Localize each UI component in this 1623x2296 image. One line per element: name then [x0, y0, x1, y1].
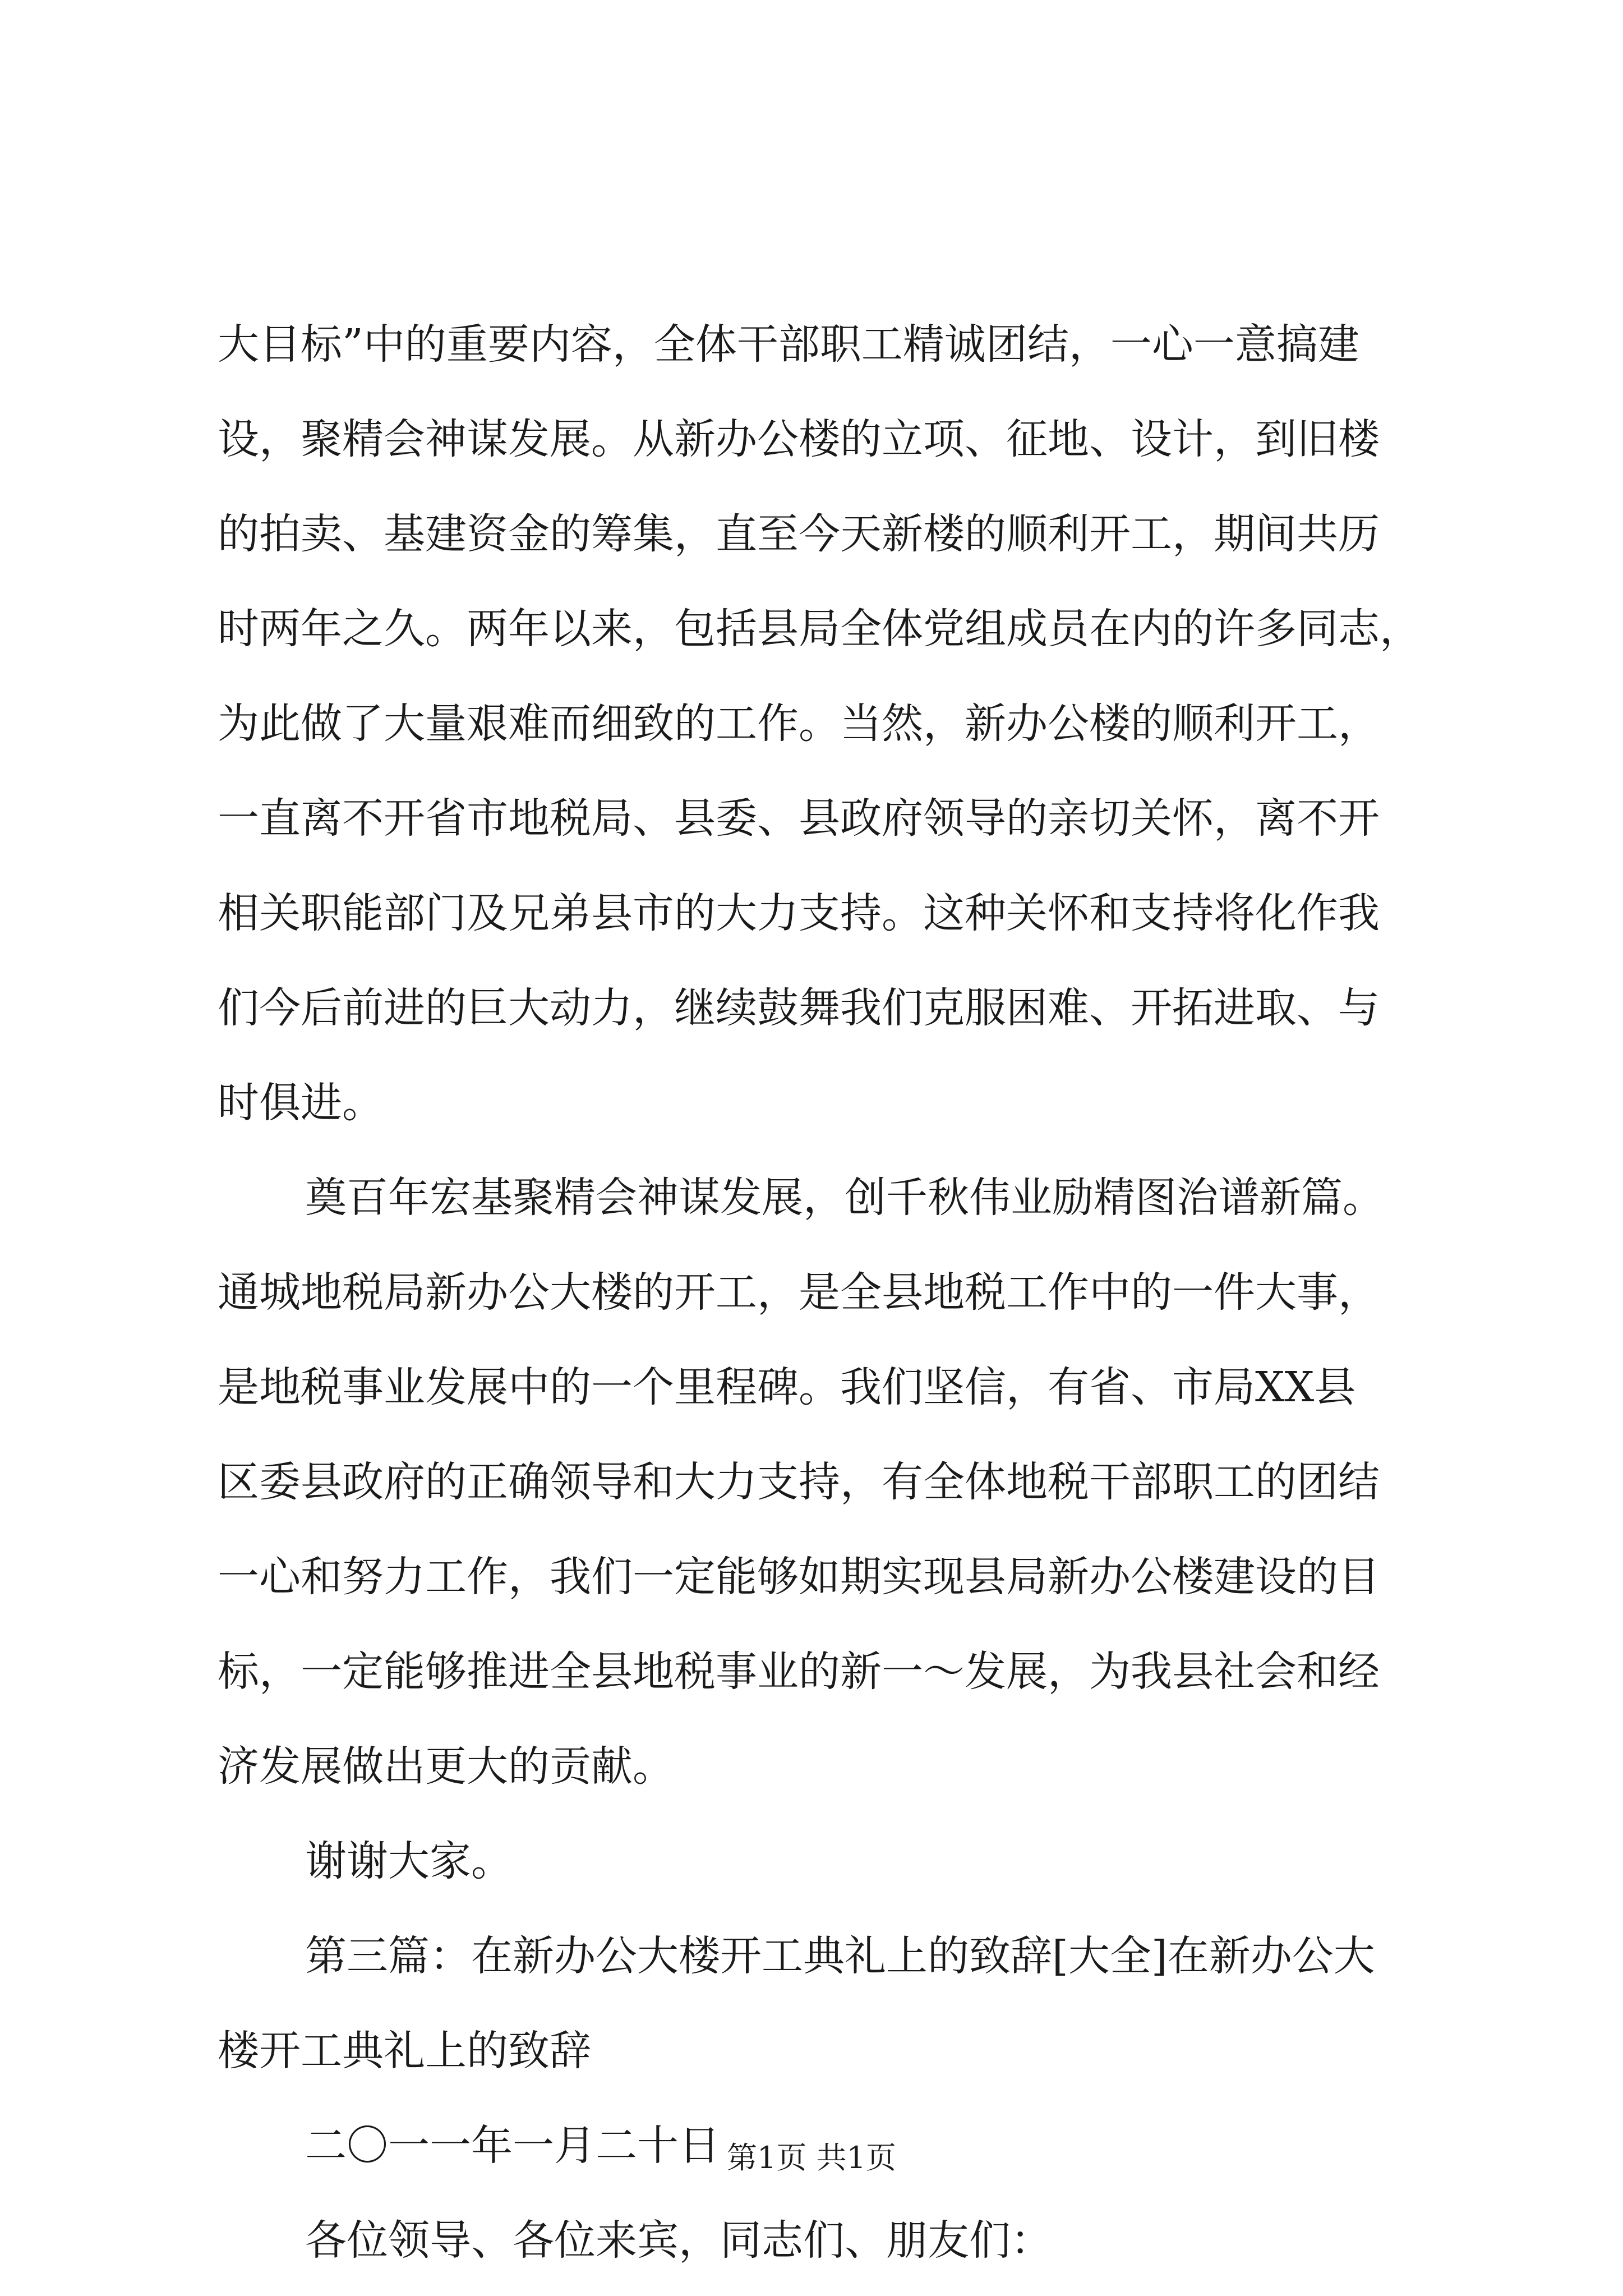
- text-line: 是地税事业发展中的一个里程碑。我们坚信，有省、市局XX县: [218, 1363, 1356, 1411]
- text-line: 济发展做出更大的贡献。: [218, 1742, 674, 1791]
- text-line: 大目标”中的重要内容，全体干部职工精诚团结，一心一意搞建: [218, 320, 1359, 369]
- section-heading-line: 楼开工典礼上的致辞: [218, 2027, 591, 2075]
- salutation-line: 各位领导、各位来宾，同志们、朋友们：: [305, 2216, 1052, 2265]
- text-line: 们今后前进的巨大动力，继续鼓舞我们克服困难、开拓进取、与: [218, 984, 1380, 1032]
- section-heading-line: 第三篇：在新办公大楼开工典礼上的致辞[大全]在新办公大: [305, 1932, 1375, 1980]
- text-line: 的拍卖、基建资金的筹集，直至今天新楼的顺利开工，期间共历: [218, 510, 1380, 558]
- text-line: 为此做了大量艰难而细致的工作。当然，新办公楼的顺利开工，: [218, 700, 1380, 748]
- text-line: 时两年之久。两年以来，包括县局全体党组成员在内的许多同志，: [218, 605, 1421, 653]
- text-line: 通城地税局新办公大楼的开工，是全县地税工作中的一件大事，: [218, 1268, 1380, 1317]
- text-line: 区委县政府的正确领导和大力支持，有全体地税干部职工的团结: [218, 1458, 1380, 1506]
- text-line: 相关职能部门及兄弟县市的大力支持。这种关怀和支持将化作我: [218, 889, 1380, 937]
- date-line: 二〇一一年一月二十日: [305, 2122, 720, 2170]
- text-line: 一直离不开省市地税局、县委、县政府领导的亲切关怀，离不开: [218, 794, 1380, 843]
- text-line: 奠百年宏基聚精会神谋发展，创千秋伟业励精图治谱新篇。: [305, 1174, 1384, 1222]
- text-line: 设，聚精会神谋发展。从新办公楼的立项、征地、设计，到旧楼: [218, 415, 1380, 463]
- text-line: 标，一定能够推进全县地税事业的新一～发展，为我县社会和经: [218, 1648, 1380, 1696]
- document-body: [218, 297, 1429, 2288]
- text-line: 时俱进。: [218, 1079, 384, 1127]
- page-footer: 第1页 共1页: [727, 2140, 896, 2175]
- text-line: 谢谢大家。: [305, 1837, 513, 1885]
- text-line: 一心和努力工作，我们一定能够如期实现县局新办公楼建设的目: [218, 1553, 1380, 1601]
